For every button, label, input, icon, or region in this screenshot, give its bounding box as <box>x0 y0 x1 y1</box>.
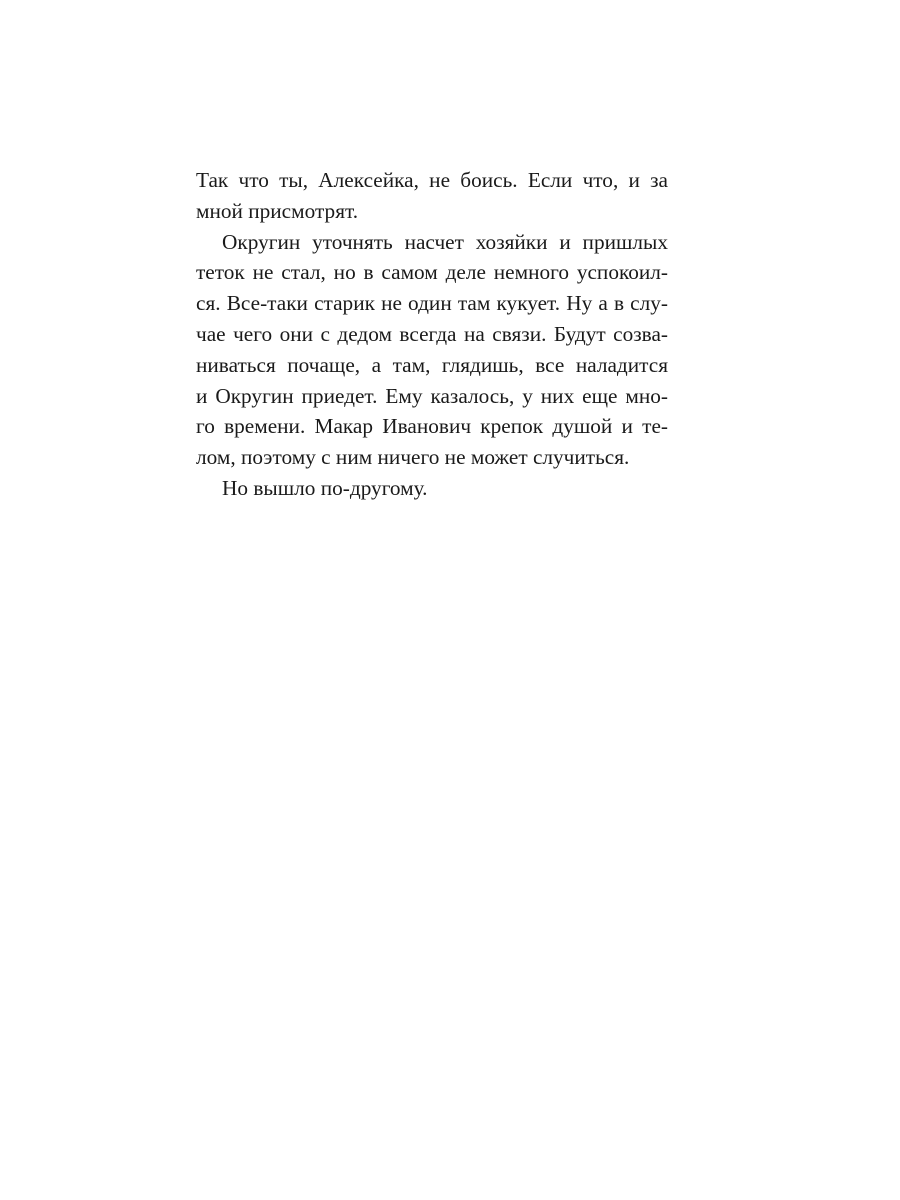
paragraph-first-line: Но вышло по-другому. <box>222 475 428 500</box>
text-line: ся. Все-таки старик не один там кукует. Ну а в слу- <box>196 291 668 316</box>
text-line: теток не стал, но в самом деле немного успокоил- <box>196 260 668 285</box>
body-text <box>196 165 668 504</box>
text-line: лом, поэтому с ним ничего не может случиться. <box>196 445 630 470</box>
text-line: го времени. Макар Иванович крепок душой и те- <box>196 414 668 439</box>
paragraph-first-line: Округин уточнять насчет хозяйки и пришлых <box>222 229 668 254</box>
text-line: мной присмотрят. <box>196 198 359 223</box>
text-line: чае чего они с дедом всегда на связи. Будут созва- <box>196 321 668 346</box>
text-line: Так что ты, Алексейка, не боись. Если что, и за <box>196 168 668 192</box>
text-line: и Округин приедет. Ему казалось, у них еще мно- <box>196 383 668 408</box>
text-line: ниваться почаще, а там, глядишь, все наладится <box>196 352 668 377</box>
